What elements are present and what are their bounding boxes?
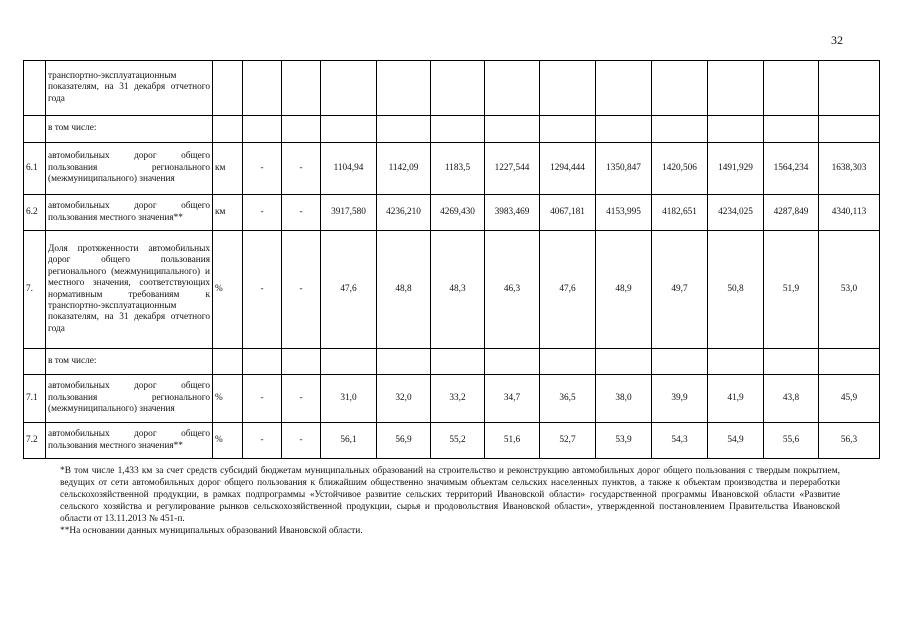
value-cell: 4287,849 <box>764 195 819 231</box>
value-cell: 1227,544 <box>485 143 540 195</box>
table-row <box>24 423 880 459</box>
value-cell: - <box>282 375 321 423</box>
indicator-name-cell: автомобильных дорог общего пользования регионального (межмуниципального) значения <box>46 375 213 423</box>
value-cell: 56,3 <box>819 423 880 459</box>
row-number-cell: 7. <box>24 231 46 349</box>
value-cell: 49,7 <box>652 231 708 349</box>
value-cell: 53,0 <box>819 231 880 349</box>
value-cell <box>764 61 819 116</box>
value-cell <box>431 349 485 375</box>
value-cell <box>377 61 431 116</box>
indicator-name-cell: в том числе: <box>46 349 213 375</box>
page-number: 32 <box>831 33 843 47</box>
value-cell <box>596 349 652 375</box>
unit-cell: % <box>213 375 243 423</box>
value-cell <box>596 116 652 143</box>
unit-cell: км <box>213 195 243 231</box>
indicator-name-cell: транспортно-эксплуатационным показателям, на 31 декабря отчетного года <box>46 61 213 116</box>
value-cell: 34,7 <box>485 375 540 423</box>
value-cell <box>819 61 880 116</box>
value-cell <box>282 116 321 143</box>
value-cell: 4153,995 <box>596 195 652 231</box>
value-cell: 4340,113 <box>819 195 880 231</box>
footnote-subsidies: *В том числе 1,433 км за счет средств субсидий бюджетам муниципальных образований на строительство и реконструкцию автомобильных дорог общего пользования с твердым покрытием, ведущих от сети автомобильных дорог общего пользования к ближайшим общественно значимым объектам сельских населенных пунктов, а также к объектам производства и переработки сельскохозяйственной продукции, в рамках подпрограммы «Устойчивое развитие сельских территорий Ивановской области» государственной программы Ивановской области «Развитие сельского хозяйства и регулирование рынков сельскохозяйственной продукции, сырья и продовольствия Ивановской области», утвержденной постановлением Правительства Ивановской области от 13.11.2013 № 451-п. <box>60 466 840 524</box>
value-cell <box>652 116 708 143</box>
value-cell: 1420,506 <box>652 143 708 195</box>
value-cell: 1142,09 <box>377 143 431 195</box>
value-cell: 45,9 <box>819 375 880 423</box>
value-cell: 53,9 <box>596 423 652 459</box>
table-row <box>24 349 880 375</box>
value-cell: 55,2 <box>431 423 485 459</box>
value-cell: 47,6 <box>321 231 377 349</box>
value-cell: - <box>243 195 282 231</box>
value-cell: 41,9 <box>708 375 764 423</box>
value-cell: - <box>282 195 321 231</box>
unit-cell <box>213 116 243 143</box>
value-cell <box>764 116 819 143</box>
value-cell <box>540 116 596 143</box>
table-row <box>24 375 880 423</box>
indicator-name-cell: в том числе: <box>46 116 213 143</box>
value-cell: 1564,234 <box>764 143 819 195</box>
value-cell: 1104,94 <box>321 143 377 195</box>
value-cell: - <box>243 143 282 195</box>
value-cell: 48,9 <box>596 231 652 349</box>
value-cell <box>485 61 540 116</box>
indicator-name-cell: автомобильных дорог общего пользования регионального (межмуниципального) значения <box>46 143 213 195</box>
table-row <box>24 231 880 349</box>
value-cell <box>596 61 652 116</box>
indicators-table <box>23 60 880 459</box>
value-cell <box>819 349 880 375</box>
indicator-name-cell: автомобильных дорог общего пользования местного значения** <box>46 195 213 231</box>
unit-cell: % <box>213 423 243 459</box>
value-cell: - <box>282 231 321 349</box>
value-cell <box>377 349 431 375</box>
value-cell: 48,3 <box>431 231 485 349</box>
row-number-cell <box>24 349 46 375</box>
unit-cell: км <box>213 143 243 195</box>
value-cell: - <box>282 423 321 459</box>
value-cell: 51,6 <box>485 423 540 459</box>
value-cell: - <box>243 423 282 459</box>
value-cell: 1638,303 <box>819 143 880 195</box>
row-number-cell: 7.1 <box>24 375 46 423</box>
value-cell: 1350,847 <box>596 143 652 195</box>
value-cell: 39,9 <box>652 375 708 423</box>
value-cell <box>708 349 764 375</box>
table-row <box>24 61 880 116</box>
value-cell <box>282 349 321 375</box>
table-row <box>24 195 880 231</box>
row-number-cell: 7.2 <box>24 423 46 459</box>
value-cell: 43,8 <box>764 375 819 423</box>
value-cell <box>652 349 708 375</box>
value-cell: 33,2 <box>431 375 485 423</box>
row-number-cell <box>24 116 46 143</box>
value-cell: - <box>243 375 282 423</box>
indicator-name-cell: Доля протяженности автомобильных дорог общего пользования регионального (межмуниципального) и местного значения, соответствующих нормативным требованиям к транспортно-эксплуатационным показателям, на 31 декабря отчетного года <box>46 231 213 349</box>
row-number-cell <box>24 61 46 116</box>
value-cell <box>485 349 540 375</box>
row-number-cell: 6.2 <box>24 195 46 231</box>
value-cell <box>321 349 377 375</box>
value-cell <box>243 116 282 143</box>
value-cell: 48,8 <box>377 231 431 349</box>
footnote-municipal-data: **На основании данных муниципальных образований Ивановской области. <box>60 526 363 536</box>
value-cell: 4067,181 <box>540 195 596 231</box>
value-cell: 38,0 <box>596 375 652 423</box>
value-cell <box>243 349 282 375</box>
value-cell <box>485 116 540 143</box>
value-cell: 56,1 <box>321 423 377 459</box>
value-cell: 1183,5 <box>431 143 485 195</box>
unit-cell: % <box>213 231 243 349</box>
value-cell: 52,7 <box>540 423 596 459</box>
table-row <box>24 143 880 195</box>
value-cell <box>652 61 708 116</box>
value-cell <box>708 61 764 116</box>
value-cell: 1491,929 <box>708 143 764 195</box>
footnotes <box>60 465 840 537</box>
value-cell: 31,0 <box>321 375 377 423</box>
value-cell: 4269,430 <box>431 195 485 231</box>
value-cell: 46,3 <box>485 231 540 349</box>
value-cell <box>540 61 596 116</box>
value-cell: - <box>243 231 282 349</box>
value-cell: 51,9 <box>764 231 819 349</box>
value-cell: 54,9 <box>708 423 764 459</box>
value-cell <box>819 116 880 143</box>
value-cell <box>764 349 819 375</box>
row-number-cell: 6.1 <box>24 143 46 195</box>
value-cell <box>431 116 485 143</box>
indicator-name-cell: автомобильных дорог общего пользования местного значения** <box>46 423 213 459</box>
value-cell <box>431 61 485 116</box>
value-cell <box>321 116 377 143</box>
value-cell: 50,8 <box>708 231 764 349</box>
value-cell: 4234,025 <box>708 195 764 231</box>
value-cell <box>377 116 431 143</box>
value-cell <box>540 349 596 375</box>
value-cell: 4182,651 <box>652 195 708 231</box>
value-cell: - <box>282 143 321 195</box>
value-cell: 56,9 <box>377 423 431 459</box>
value-cell <box>243 61 282 116</box>
value-cell: 54,3 <box>652 423 708 459</box>
value-cell: 4236,210 <box>377 195 431 231</box>
value-cell <box>321 61 377 116</box>
value-cell: 36,5 <box>540 375 596 423</box>
value-cell: 3983,469 <box>485 195 540 231</box>
value-cell: 55,6 <box>764 423 819 459</box>
value-cell <box>708 116 764 143</box>
table-row <box>24 116 880 143</box>
value-cell <box>282 61 321 116</box>
unit-cell <box>213 61 243 116</box>
value-cell: 47,6 <box>540 231 596 349</box>
value-cell: 3917,580 <box>321 195 377 231</box>
value-cell: 1294,444 <box>540 143 596 195</box>
unit-cell <box>213 349 243 375</box>
value-cell: 32,0 <box>377 375 431 423</box>
